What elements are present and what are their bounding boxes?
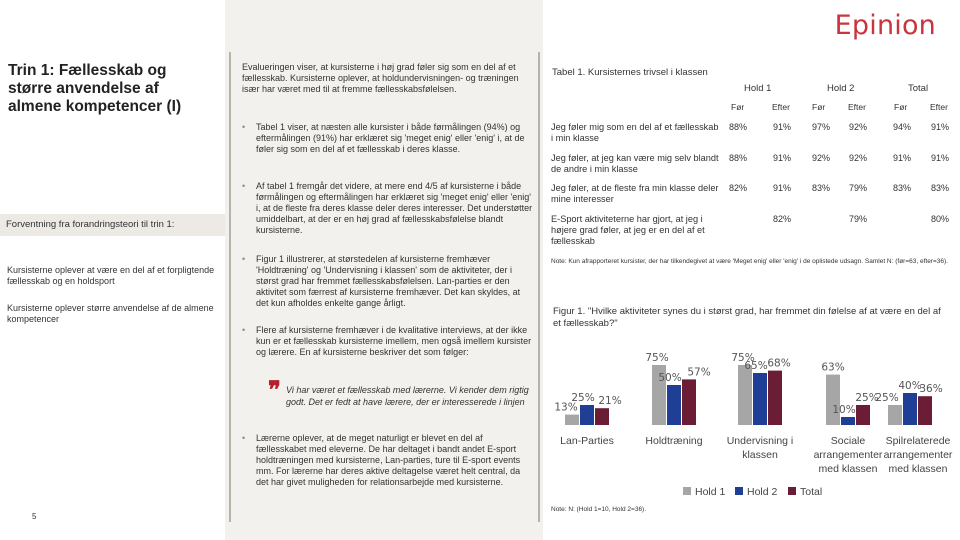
data-label: 65%	[744, 360, 768, 372]
bar-hold-1	[565, 415, 579, 425]
x-tick-label: Undervisning i	[726, 435, 794, 447]
data-label: 63%	[821, 361, 845, 374]
data-label: 57%	[687, 366, 711, 379]
table-subheader: Efter	[930, 102, 948, 112]
expectation-label: Forventning fra forandringsteori til trin 1:	[0, 214, 225, 236]
data-label: 25%	[855, 392, 879, 404]
bullet-item	[242, 325, 534, 358]
bar-hold-2	[903, 393, 917, 425]
table-cell: 91%	[772, 183, 791, 193]
x-tick-label: arrangementer	[813, 449, 883, 461]
legend-swatch	[683, 487, 691, 495]
bar-hold-1	[826, 375, 840, 425]
table-row-label: Jeg føler, at jeg kan være mig selv blandt de andre i min klasse	[551, 153, 719, 174]
table-cell: 82%	[728, 183, 747, 193]
table-group-header: Hold 1	[744, 83, 772, 94]
table-cell: 92%	[848, 153, 867, 163]
table-cell: 91%	[892, 153, 911, 163]
x-tick-label: Lan-Parties	[560, 435, 614, 447]
legend-label: Hold 1	[695, 486, 726, 498]
bullet-icon: •	[242, 325, 246, 335]
bar-hold-2	[753, 373, 767, 425]
quote-text: Vi har været et fællesskab med lærerne. Vi kender dem rigtig godt. Det er fedt at have lærere, der er interesserede i linjen	[286, 385, 529, 407]
table-subheader: Før	[894, 102, 908, 112]
table-cell: 88%	[728, 153, 747, 163]
bar-total	[768, 371, 782, 425]
page-number: 5	[32, 512, 37, 521]
table-subheader: Efter	[772, 102, 790, 112]
bullet-item	[242, 122, 534, 155]
left-panel	[0, 0, 225, 540]
bullet-text: Af tabel 1 fremgår det videre, at mere end 4/5 af kursisterne i både førmålingen og eftermålingen har erklæret sig 'meget enig' eller 'enig' i, at de fleste fra deres klasse deler deres interesser. Det understøtter umiddelbart, at der er en høj grad af fællesskabsfølelse blandt kursisterne.	[256, 181, 533, 235]
legend-label: Hold 2	[747, 486, 778, 498]
bar-total	[682, 379, 696, 425]
bar-hold-1	[888, 405, 902, 425]
x-tick-label: Sociale	[830, 435, 866, 447]
bar-total	[595, 408, 609, 425]
table-subheader: Efter	[848, 102, 866, 112]
table-cell: 91%	[930, 122, 949, 132]
table-cell: 92%	[811, 153, 830, 163]
table-cell: 83%	[811, 183, 830, 193]
x-tick-label: med klassen	[888, 463, 948, 475]
bullet-icon: •	[242, 433, 246, 443]
x-tick-label: med klassen	[818, 463, 878, 475]
table-cell: 92%	[848, 122, 867, 132]
expectation-text-2: Kursisterne oplever større anvendelse af de almene kompetencer	[7, 303, 214, 324]
data-label: 68%	[767, 357, 791, 370]
bullet-text: Figur 1 illustrerer, at størstedelen af kursisterne fremhæver 'Holdtræning' og 'Undervisning i klassen' som de aktiviteter, der i størst grad har fremmet fællesskabsfølelsen. Lan-parties er den aktivitet som færrest af kursisterne fremhæver. Det kan skyldes, at det kun afholdes enkelte gange årligt.	[256, 254, 521, 308]
legend-label: Total	[800, 486, 823, 498]
bar-hold-1	[738, 365, 752, 425]
bar-total	[856, 405, 870, 425]
x-tick-label: Spilrelaterede	[885, 435, 951, 447]
expectation-text-1: Kursisterne oplever at være en del af et forpligtende fællesskab og en holdsport	[7, 265, 215, 286]
table-cell: 91%	[772, 122, 791, 132]
bullet-icon: •	[242, 122, 246, 132]
table-subheader: Før	[731, 102, 745, 112]
table-cell: 97%	[811, 122, 830, 132]
legend-swatch	[788, 487, 796, 495]
data-label: 36%	[919, 383, 943, 396]
bullet-icon: •	[242, 254, 246, 264]
table-group-header: Total	[908, 83, 929, 94]
table-cell: 79%	[848, 214, 867, 224]
data-label: 25%	[571, 392, 595, 404]
table-cell: 80%	[930, 214, 949, 224]
bullet-text: Lærerne oplever, at de meget naturligt er blevet en del af fællesskabet med eleverne. De har deltaget i bandt andet E-sport holdtræningen med kursisterne, Lan-parties, ture til E-sport events mm. For lærerne har deres aktive deltagelse været helt central, da det har givet muligheden for relationsarbejde med kursisterne.	[256, 433, 521, 487]
epinion-logo: Epinion	[834, 10, 936, 41]
data-label: 13%	[554, 401, 578, 414]
bar-total	[918, 396, 932, 425]
data-label: 75%	[731, 352, 755, 364]
figure-title: Figur 1. "Hvilke aktiviteter synes du i størst grad, har fremmet din følelse af at være en del af et fællesskab?"	[553, 306, 941, 329]
figure-note: Note: N: (Hold 1=10, Hold 2=36).	[551, 506, 647, 513]
x-tick-label: arrangementer	[883, 449, 953, 461]
table-row-label: Jeg føler mig som en del af et fællesskab i min klasse	[551, 122, 719, 143]
bar-hold-2	[841, 417, 855, 425]
bullet-item	[242, 181, 534, 236]
table-cell: 94%	[892, 122, 911, 132]
bullet-item	[242, 254, 534, 309]
data-label: 40%	[898, 380, 922, 392]
bullet-text: Tabel 1 viser, at næsten alle kursister i både førmålingen (94%) og eftermålingen (91%) har erklæret sig 'meget enig' eller 'enig' i, at de føler sig som en del af et fællesskab i deres klasse.	[256, 122, 525, 154]
table-cell: 79%	[848, 183, 867, 193]
table-title: Tabel 1. Kursisternes trivsel i klassen	[552, 67, 708, 78]
table-cell: 88%	[728, 122, 747, 132]
legend-swatch	[735, 487, 743, 495]
intro-text: Evalueringen viser, at kursisterne i høj grad føler sig som en del af et fællesskab. Kursisterne oplever, at holdundervisningen- og træningen især har været med til at fremme fællesskabsfølelsen.	[242, 62, 519, 94]
divider-left	[229, 52, 231, 522]
data-label: 21%	[598, 395, 622, 408]
table-cell: 83%	[892, 183, 911, 193]
bullet-text: Flere af kursisterne fremhæver i de kvalitative interviews, at der ikke kun er et fællesskab kursisterne imellem, men også imellem kursister og lærere. En af kursisterne beskriver det som følger:	[256, 325, 532, 357]
table-row-label: E-Sport aktiviteterne har gjort, at jeg i højere grad føler, at jeg er en del af et fællesskab	[551, 214, 705, 246]
data-label: 10%	[832, 404, 856, 416]
data-label: 75%	[645, 352, 669, 364]
table-cell: 91%	[930, 153, 949, 163]
divider-right	[538, 52, 540, 522]
bullet-icon: •	[242, 181, 246, 191]
bullet-item	[242, 433, 534, 488]
table-cell: 82%	[772, 214, 791, 224]
table-group-header: Hold 2	[827, 83, 855, 94]
table-cell: 83%	[930, 183, 949, 193]
bar-hold-2	[580, 405, 594, 425]
table-subheader: Før	[812, 102, 826, 112]
data-label: 50%	[658, 372, 682, 384]
bar-hold-2	[667, 385, 681, 425]
table-row-label: Jeg føler, at de fleste fra min klasse deler mine interesser	[551, 183, 719, 204]
quote-icon: ❞	[268, 375, 281, 404]
x-tick-label: Holdtræning	[645, 435, 703, 447]
x-tick-label: klassen	[742, 449, 778, 461]
bar-chart	[543, 330, 960, 505]
table-note: Note: Kun afrapporteret kursister, der har tilkendegivet at være 'Meget enig' eller 'enig' i de oplistede udsagn. Samlet N: (før=63, efter=36).	[551, 258, 948, 265]
data-label: 25%	[875, 392, 899, 404]
table-cell: 91%	[772, 153, 791, 163]
page-title: Trin 1: Fællesskab og større anvendelse af almene kompetencer (I)	[8, 62, 182, 115]
